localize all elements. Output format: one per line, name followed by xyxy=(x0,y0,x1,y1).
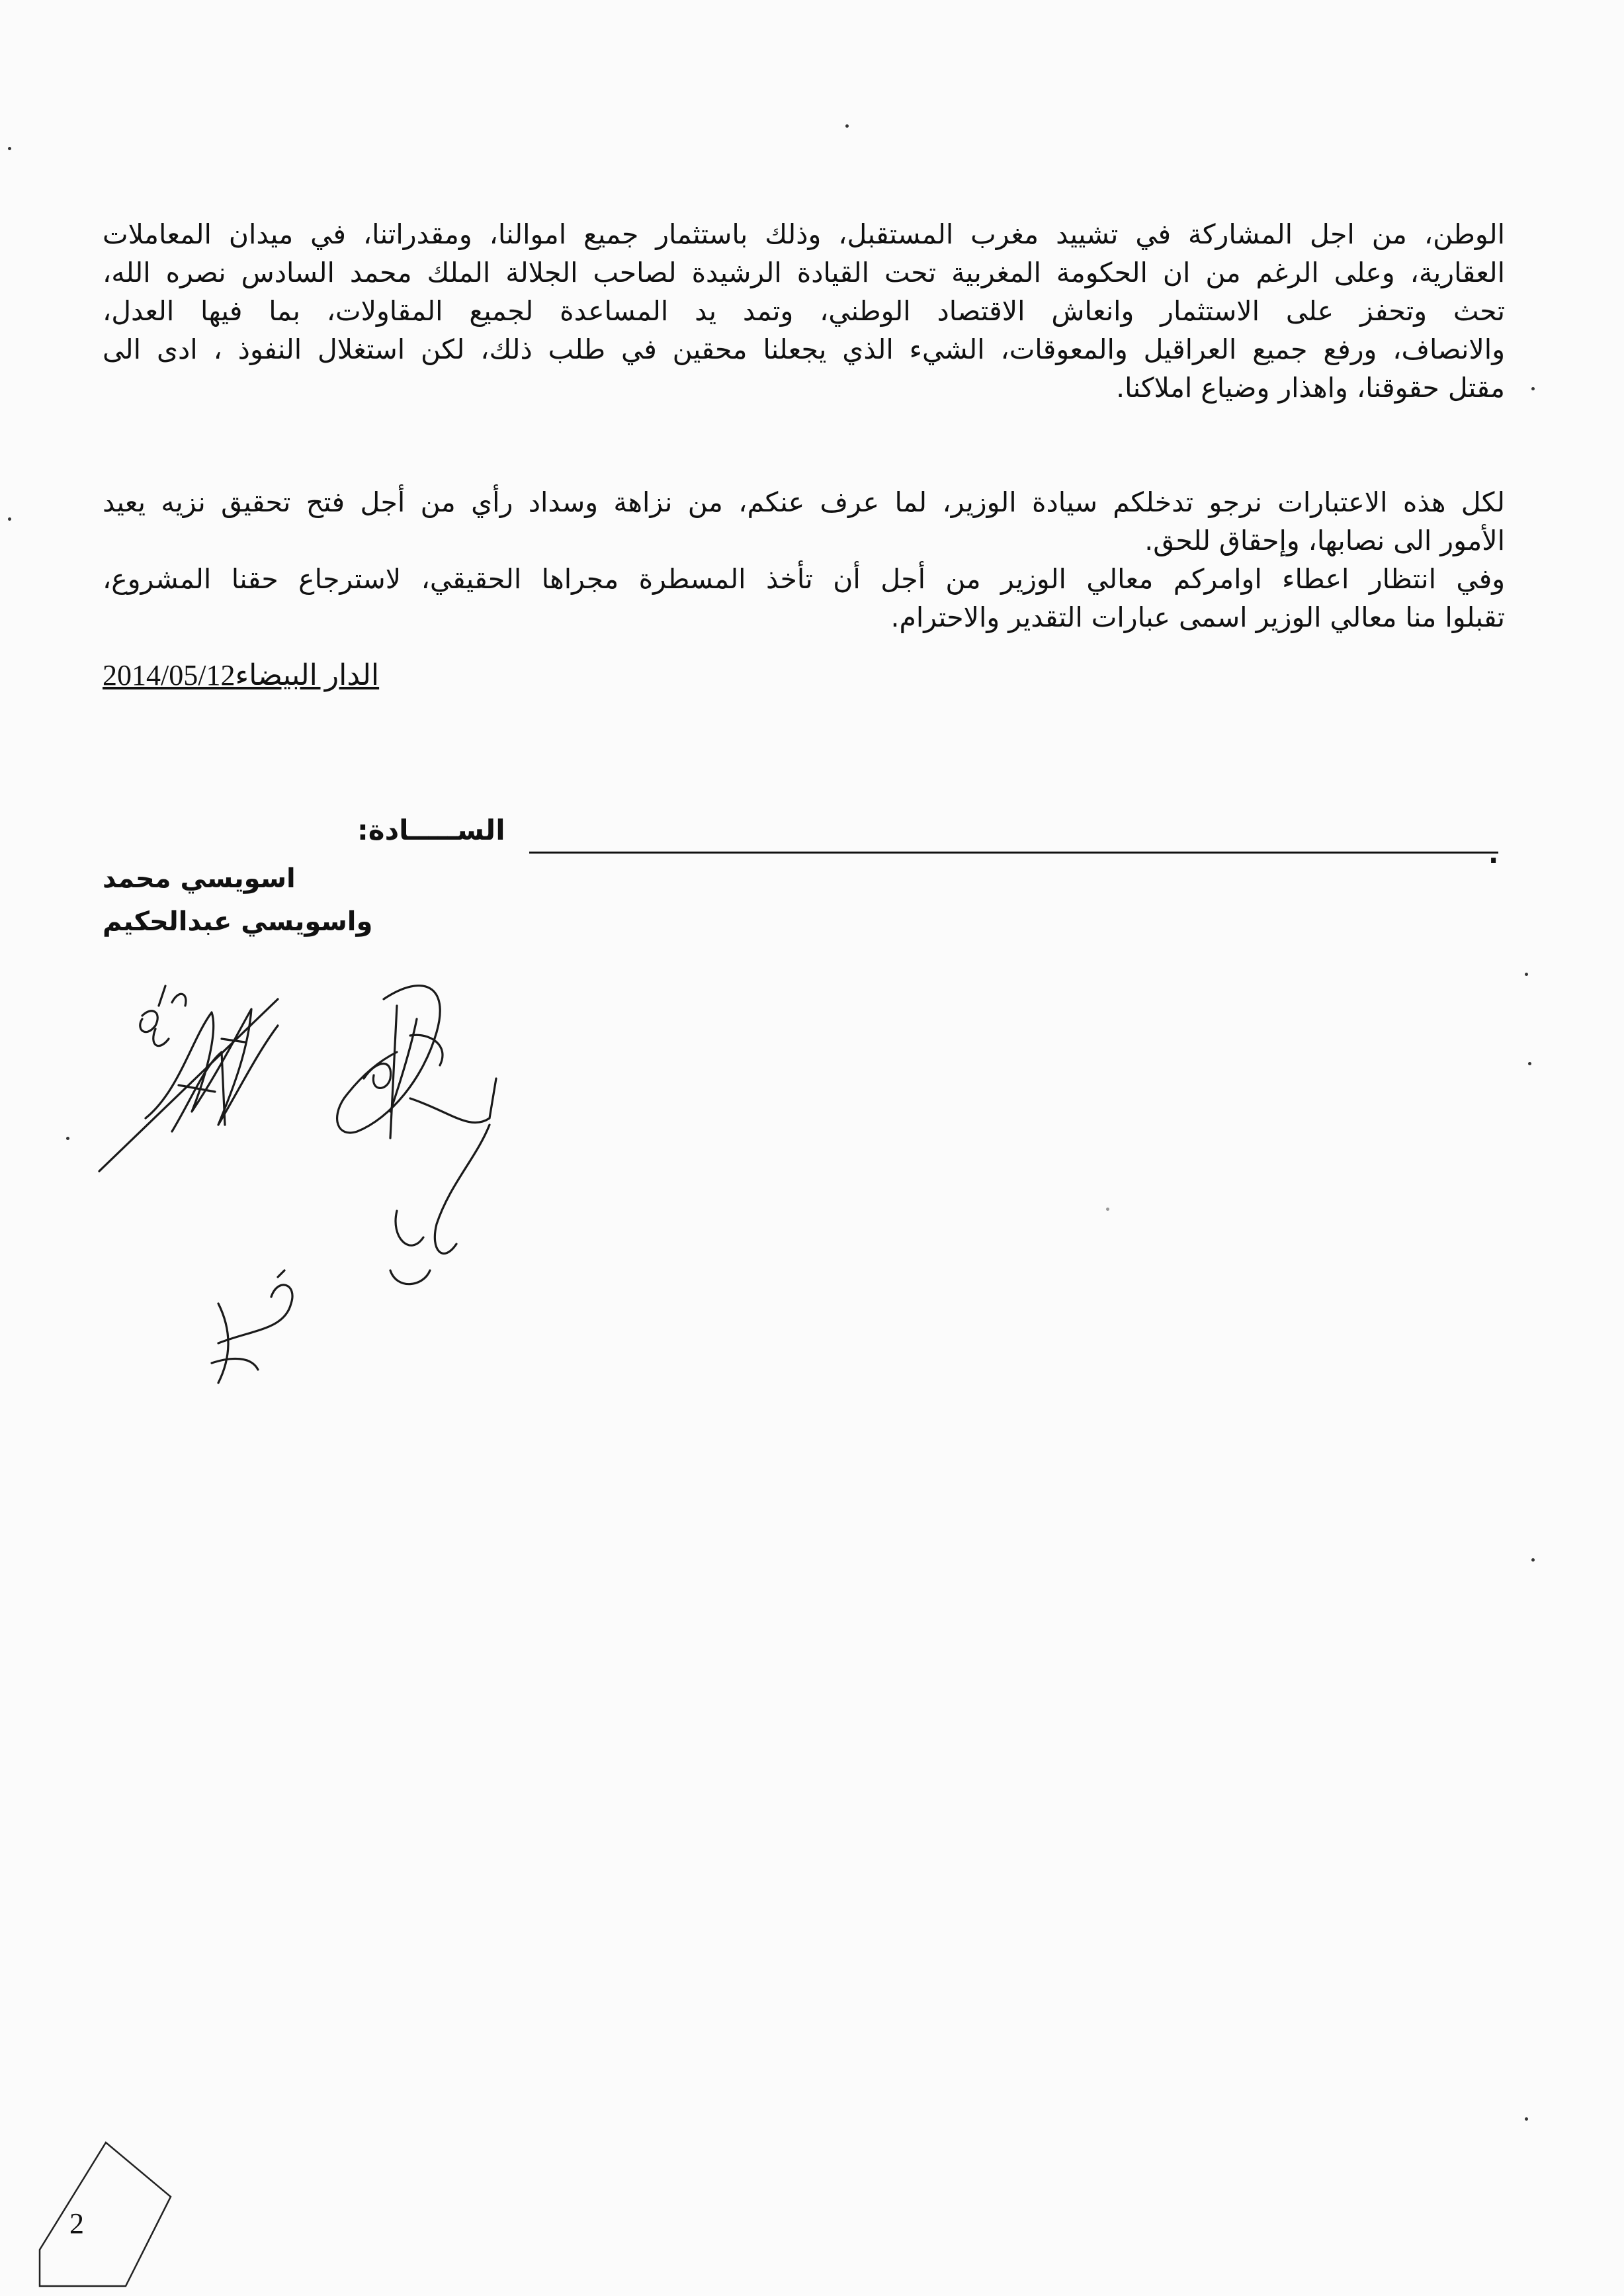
text-line: وفي انتظار اعطاء اوامركم معالي الوزير من أجل أن تأخذ المسطرة مجراها الحقيقي، لاسترجاع حقنا المشروع، xyxy=(103,563,1505,595)
salutation-label: الســـــادة: xyxy=(357,814,505,846)
scan-speck xyxy=(1531,1558,1535,1562)
page-number-tag xyxy=(26,2137,179,2289)
signatory-name-2: واسويسي عبدالحكيم xyxy=(103,906,373,937)
handwritten-signatures xyxy=(79,959,609,1409)
rule-end-dot: . xyxy=(1488,839,1499,869)
text-line: الوطن، من اجل المشاركة في تشييد مغرب المستقبل، وذلك باستثمار جميع اموالنا، ومقدراتنا، في ميدان المعاملات xyxy=(103,218,1505,250)
text-line: تقبلوا منا معالي الوزير اسمى عبارات التقدير والاحترام. xyxy=(890,601,1505,633)
scan-speck xyxy=(8,517,11,521)
signatory-name-1: اسويسي محمد xyxy=(103,863,296,894)
scan-speck xyxy=(8,147,11,150)
text-line: والانصاف، ورفع جميع العراقيل والمعوقات، الشيء الذي يجعلنا محقين في طلب ذلك، لكن استغلال النفوذ ، ادى الى xyxy=(103,333,1505,365)
signature-rule xyxy=(529,852,1498,854)
body-paragraph-2 xyxy=(103,483,1505,637)
signature-right xyxy=(337,986,496,1284)
text-line: مقتل حقوقنا، واهذار وضياع املاكنا. xyxy=(1116,372,1505,404)
text-line: تحث وتحفز على الاستثمار وانعاش الاقتصاد الوطني، وتمد يد المساعدة لجميع المقاولات، بما فيها العدل، xyxy=(103,295,1505,327)
text-line: العقارية، وعلى الرغم من ان الحكومة المغربية تحت القيادة الرشيدة لصاحب الجلالة الملك محمد السادس نصره الله، xyxy=(103,257,1505,288)
scan-speck xyxy=(66,1137,69,1140)
page-number: 2 xyxy=(69,2207,84,2240)
scan-speck xyxy=(1106,1208,1109,1211)
text-line: الأمور الى نصابها، وإحقاق للحق. xyxy=(1144,525,1505,556)
place-and-date: الدار البيضاء2014/05/12 xyxy=(103,659,380,691)
text-line: لكل هذه الاعتبارات نرجو تدخلكم سيادة الوزير، لما عرف عنكم، من نزاهة وسداد رأي من أجل فتح تحقيق نزيه يعيد xyxy=(103,486,1505,518)
scan-speck xyxy=(845,124,849,128)
signature-left xyxy=(99,986,278,1171)
scan-speck xyxy=(1531,387,1535,390)
scan-speck xyxy=(1525,2117,1528,2121)
signature-bottom xyxy=(212,1270,292,1383)
body-paragraph-1 xyxy=(103,215,1505,407)
scan-speck xyxy=(1528,1062,1531,1065)
scan-speck xyxy=(1525,973,1528,976)
